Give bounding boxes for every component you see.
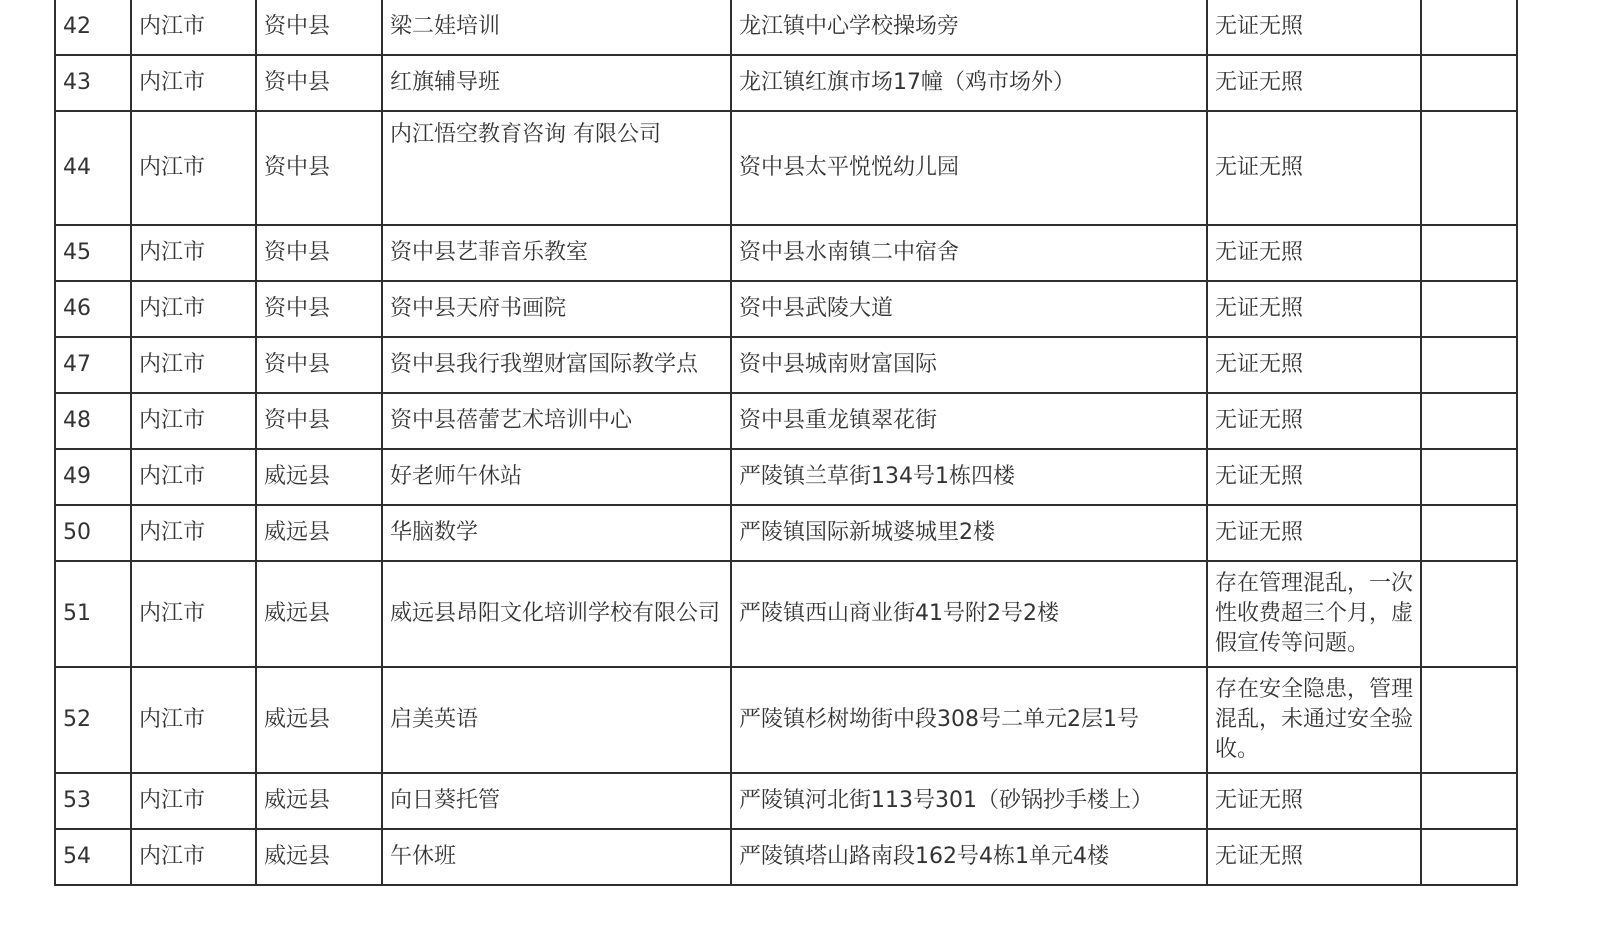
cell-address: 资中县太平悦悦幼儿园 <box>731 111 1207 225</box>
cell-county: 威远县 <box>256 773 382 829</box>
cell-city: 内江市 <box>131 667 256 773</box>
cell-note <box>1421 829 1517 885</box>
cell-name: 启美英语 <box>382 667 731 773</box>
cell-address: 资中县城南财富国际 <box>731 337 1207 393</box>
cell-city: 内江市 <box>131 281 256 337</box>
cell-issue: 存在安全隐患，管理混乱，未通过安全验收。 <box>1207 667 1421 773</box>
cell-city: 内江市 <box>131 225 256 281</box>
cell-county: 资中县 <box>256 0 382 55</box>
table-row <box>55 337 1517 393</box>
institution-table <box>54 0 1518 886</box>
cell-issue: 无证无照 <box>1207 829 1421 885</box>
cell-no: 46 <box>55 281 131 337</box>
cell-note <box>1421 561 1517 667</box>
cell-name: 资中县蓓蕾艺术培训中心 <box>382 393 731 449</box>
cell-county: 威远县 <box>256 505 382 561</box>
cell-note <box>1421 449 1517 505</box>
cell-note <box>1421 337 1517 393</box>
table-row <box>55 393 1517 449</box>
cell-note <box>1421 393 1517 449</box>
cell-no: 42 <box>55 0 131 55</box>
table-row <box>55 561 1517 667</box>
cell-issue: 存在管理混乱，一次性收费超三个月，虚假宣传等问题。 <box>1207 561 1421 667</box>
cell-issue: 无证无照 <box>1207 111 1421 225</box>
table-row <box>55 829 1517 885</box>
table-row <box>55 449 1517 505</box>
cell-city: 内江市 <box>131 55 256 111</box>
table-row <box>55 225 1517 281</box>
cell-city: 内江市 <box>131 393 256 449</box>
table-row <box>55 281 1517 337</box>
cell-name: 威远县昂阳文化培训学校有限公司 <box>382 561 731 667</box>
cell-city: 内江市 <box>131 0 256 55</box>
cell-address: 严陵镇兰草街134号1栋四楼 <box>731 449 1207 505</box>
cell-county: 资中县 <box>256 225 382 281</box>
cell-issue: 无证无照 <box>1207 449 1421 505</box>
table-row <box>55 773 1517 829</box>
table-row <box>55 667 1517 773</box>
cell-note <box>1421 111 1517 225</box>
cell-address: 严陵镇西山商业街41号附2号2楼 <box>731 561 1207 667</box>
cell-no: 50 <box>55 505 131 561</box>
cell-name: 梁二娃培训 <box>382 0 731 55</box>
cell-no: 52 <box>55 667 131 773</box>
cell-issue: 无证无照 <box>1207 0 1421 55</box>
cell-name: 资中县我行我塑财富国际教学点 <box>382 337 731 393</box>
cell-no: 54 <box>55 829 131 885</box>
cell-issue: 无证无照 <box>1207 55 1421 111</box>
cell-county: 威远县 <box>256 449 382 505</box>
cell-note <box>1421 281 1517 337</box>
cell-city: 内江市 <box>131 449 256 505</box>
cell-address: 资中县武陵大道 <box>731 281 1207 337</box>
cell-note <box>1421 55 1517 111</box>
cell-county: 威远县 <box>256 667 382 773</box>
cell-address: 严陵镇国际新城婆城里2楼 <box>731 505 1207 561</box>
cell-address: 严陵镇塔山路南段162号4栋1单元4楼 <box>731 829 1207 885</box>
cell-note <box>1421 773 1517 829</box>
cell-county: 资中县 <box>256 393 382 449</box>
cell-address: 严陵镇杉树坳街中段308号二单元2层1号 <box>731 667 1207 773</box>
cell-name: 资中县艺菲音乐教室 <box>382 225 731 281</box>
cell-no: 49 <box>55 449 131 505</box>
cell-no: 47 <box>55 337 131 393</box>
cell-issue: 无证无照 <box>1207 393 1421 449</box>
cell-issue: 无证无照 <box>1207 225 1421 281</box>
cell-city: 内江市 <box>131 111 256 225</box>
cell-note <box>1421 505 1517 561</box>
cell-county: 资中县 <box>256 281 382 337</box>
table-row <box>55 505 1517 561</box>
cell-no: 51 <box>55 561 131 667</box>
cell-no: 48 <box>55 393 131 449</box>
cell-city: 内江市 <box>131 505 256 561</box>
cell-issue: 无证无照 <box>1207 281 1421 337</box>
cell-city: 内江市 <box>131 829 256 885</box>
cell-note <box>1421 0 1517 55</box>
cell-no: 53 <box>55 773 131 829</box>
table-row <box>55 55 1517 111</box>
cell-no: 44 <box>55 111 131 225</box>
cell-address: 龙江镇红旗市场17幢（鸡市场外） <box>731 55 1207 111</box>
cell-name: 内江悟空教育咨询 有限公司 <box>382 111 731 225</box>
cell-issue: 无证无照 <box>1207 505 1421 561</box>
cell-county: 威远县 <box>256 829 382 885</box>
cell-county: 资中县 <box>256 337 382 393</box>
cell-name: 华脑数学 <box>382 505 731 561</box>
cell-issue: 无证无照 <box>1207 337 1421 393</box>
cell-note <box>1421 225 1517 281</box>
cell-address: 资中县重龙镇翠花街 <box>731 393 1207 449</box>
cell-city: 内江市 <box>131 337 256 393</box>
cell-name: 午休班 <box>382 829 731 885</box>
cell-no: 45 <box>55 225 131 281</box>
table-row <box>55 0 1517 55</box>
cell-county: 资中县 <box>256 111 382 225</box>
cell-city: 内江市 <box>131 773 256 829</box>
table-row <box>55 111 1517 225</box>
cell-issue: 无证无照 <box>1207 773 1421 829</box>
cell-name: 好老师午休站 <box>382 449 731 505</box>
cell-name: 向日葵托管 <box>382 773 731 829</box>
cell-address: 资中县水南镇二中宿舍 <box>731 225 1207 281</box>
cell-county: 资中县 <box>256 55 382 111</box>
cell-note <box>1421 667 1517 773</box>
cell-county: 威远县 <box>256 561 382 667</box>
cell-address: 严陵镇河北街113号301（砂锅抄手楼上） <box>731 773 1207 829</box>
cell-name: 资中县天府书画院 <box>382 281 731 337</box>
cell-address: 龙江镇中心学校操场旁 <box>731 0 1207 55</box>
cell-city: 内江市 <box>131 561 256 667</box>
cell-no: 43 <box>55 55 131 111</box>
cell-name: 红旗辅导班 <box>382 55 731 111</box>
